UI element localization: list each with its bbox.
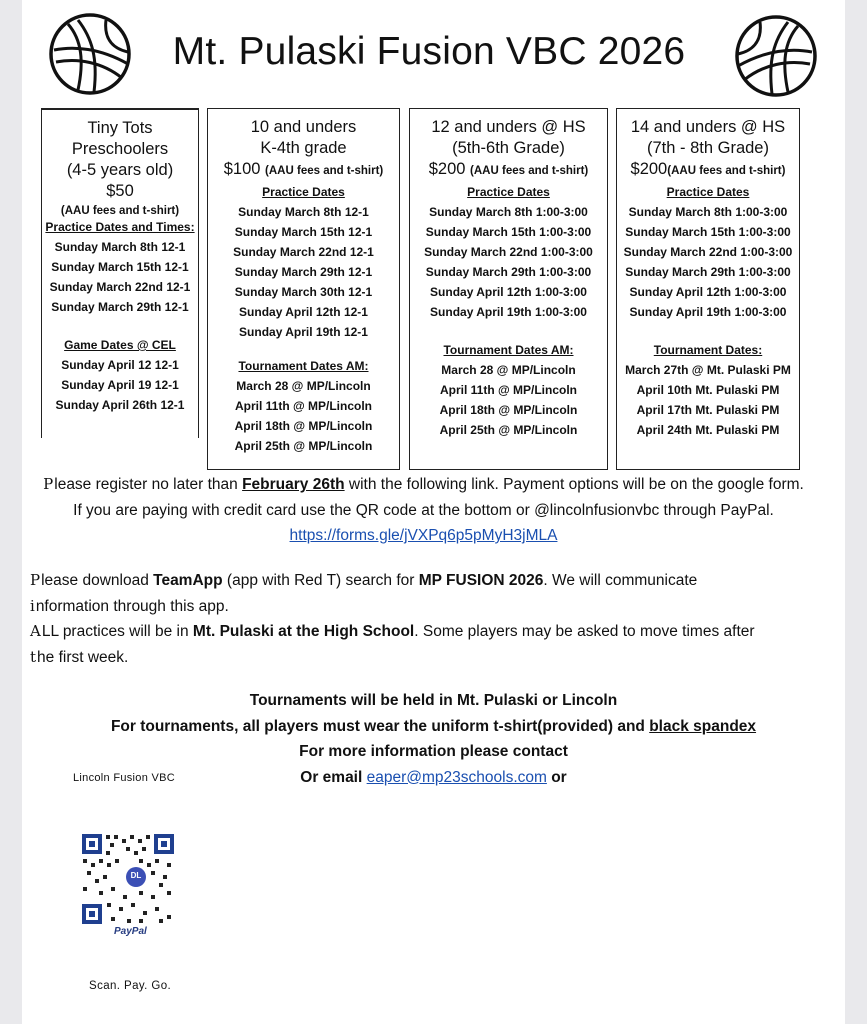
tournament-header: Tournament Dates AM: — [238, 359, 369, 373]
app-paragraph: Please download TeamApp (app with Red T) search for MP FUSION 2026. We will communicate information through this app. ALL practices will be in Mt. Pulaski at the High School. Some players may be asked to move times after the first week. — [30, 571, 755, 666]
list-item: Sunday March 15th 1:00-3:00 — [625, 225, 791, 239]
fees-note: (AAU fees and t-shirt) — [265, 165, 384, 177]
info-line: Tournaments will be held in Mt. Pulaski or Lincoln — [249, 692, 618, 709]
fees-note: (AAU fees and t-shirt) — [470, 165, 589, 177]
list-item: March 28 @ MP/Lincoln — [236, 379, 371, 393]
practice-location: Mt. Pulaski at the High School — [192, 623, 415, 640]
list-item: March 27th @ Mt. Pulaski PM — [625, 363, 791, 377]
list-item: Sunday March 8th 1:00-3:00 — [429, 205, 588, 219]
tournament-header: Tournament Dates AM: — [443, 343, 574, 357]
list-item: Sunday April 19 12-1 — [61, 378, 179, 392]
qr-badge: DL — [130, 871, 142, 880]
practice-header: Practice Dates — [262, 185, 345, 199]
volleyball-icon — [48, 12, 132, 96]
price: $200 — [630, 160, 668, 178]
list-item: Sunday April 12th 1:00-3:00 — [430, 285, 587, 299]
list-item: April 24th Mt. Pulaski PM — [636, 423, 780, 437]
age-range: (4-5 years old) — [66, 161, 174, 179]
list-item: Sunday March 29th 1:00-3:00 — [425, 265, 592, 279]
list-item: Sunday March 22nd 1:00-3:00 — [424, 245, 593, 259]
column-heading: Tiny Tots — [87, 119, 153, 137]
list-item: April 11th @ MP/Lincoln — [439, 383, 578, 397]
deadline: February 26th — [242, 476, 345, 493]
list-item: Sunday April 12 12-1 — [61, 358, 179, 372]
handwritten-mark: t — [30, 647, 37, 666]
list-item: Sunday April 26th 12-1 — [55, 398, 185, 412]
tiny-tots-column — [41, 108, 199, 438]
spandex-note: black spandex — [649, 717, 757, 735]
list-item: April 10th Mt. Pulaski PM — [636, 383, 780, 397]
info-line: For tournaments, all players must wear the uniform t-shirt(provided) and black spandex — [110, 717, 757, 735]
paypal-logo: PayPal — [114, 926, 147, 937]
list-item: April 18th @ MP/Lincoln — [234, 419, 373, 433]
search-term: MP FUSION 2026 — [418, 572, 544, 589]
list-item: Sunday April 19th 1:00-3:00 — [430, 305, 587, 319]
fees-note: (AAU fees and t-shirt) — [60, 205, 180, 217]
handwritten-mark: P — [43, 475, 54, 493]
info-line: For more information please contact — [299, 743, 568, 760]
info-line: Or email eaper@mp23schools.com or — [300, 768, 567, 786]
list-item: Sunday April 19th 12-1 — [239, 325, 368, 339]
fees-note: (AAU fees and t-shirt) — [667, 165, 786, 177]
list-item: Sunday March 8th 12-1 — [54, 240, 186, 254]
column-subheading: K-4th grade — [260, 139, 347, 157]
list-item: Sunday March 8th 12-1 — [238, 205, 369, 219]
list-item: Sunday March 15th 12-1 — [234, 225, 373, 239]
u14-column — [616, 108, 800, 470]
list-item: Sunday April 12th 1:00-3:00 — [629, 285, 787, 299]
column-subheading: (5th-6th Grade) — [452, 139, 565, 157]
list-item: Sunday April 19th 1:00-3:00 — [629, 305, 787, 319]
column-heading: 12 and unders @ HS — [431, 118, 586, 136]
practice-header: Practice Dates and Times: — [45, 220, 195, 234]
app-name: TeamApp — [153, 572, 223, 589]
list-item: April 11th @ MP/Lincoln — [234, 399, 373, 413]
list-item: April 25th @ MP/Lincoln — [234, 439, 373, 453]
list-item: April 25th @ MP/Lincoln — [439, 423, 578, 437]
handwritten-mark: i — [30, 596, 35, 615]
tagline: Scan. Pay. Go. — [89, 980, 172, 992]
registration-link[interactable]: https://forms.gle/jVXPq6p5pMyH3jMLA — [289, 527, 558, 544]
page-title: Mt. Pulaski Fusion VBC 2026 — [172, 30, 686, 73]
price: $50 — [106, 182, 134, 200]
list-item: Sunday March 29th 1:00-3:00 — [625, 265, 791, 279]
list-item: Sunday April 12th 12-1 — [239, 305, 368, 319]
column-heading: 10 and unders — [250, 118, 357, 136]
practice-header: Practice Dates — [666, 185, 750, 199]
price: $200 — [428, 160, 466, 178]
u12-column — [409, 108, 608, 470]
u10-column — [207, 108, 400, 470]
list-item: Sunday March 30th 12-1 — [234, 285, 373, 299]
list-item: Sunday March 15th 1:00-3:00 — [425, 225, 592, 239]
handwritten-mark: A — [30, 622, 41, 640]
tournament-header: Tournament Dates: — [653, 343, 763, 357]
column-heading: 14 and unders @ HS — [630, 118, 786, 136]
list-item: April 18th @ MP/Lincoln — [439, 403, 578, 417]
email-link[interactable]: eaper@mp23schools.com — [366, 768, 547, 786]
column-subheading: (7th - 8th Grade) — [647, 139, 769, 157]
practice-header: Practice Dates — [467, 185, 550, 199]
list-item: April 17th Mt. Pulaski PM — [636, 403, 780, 417]
registration-paragraph: Please register no later than February 26th with the following link. Payment options will be on the google form. If you are paying with credit card use the QR code at the bottom or @lincolnfusionvbc through PayPal. https://forms.gle/jVXPq6p5pMyH3jMLA — [43, 475, 804, 544]
list-item: Sunday March 22nd 12-1 — [49, 280, 191, 294]
game-header: Game Dates @ CEL — [64, 338, 176, 352]
list-item: Sunday March 15th 12-1 — [51, 260, 189, 274]
list-item: Sunday March 29th 12-1 — [51, 300, 189, 314]
volleyball-icon — [734, 14, 818, 98]
org-name: Lincoln Fusion VBC — [73, 772, 176, 784]
list-item: March 28 @ MP/Lincoln — [441, 363, 576, 377]
list-item: Sunday March 22nd 12-1 — [233, 245, 374, 259]
list-item: Sunday March 8th 1:00-3:00 — [628, 205, 788, 219]
column-subheading: Preschoolers — [71, 140, 169, 158]
list-item: Sunday March 29th 12-1 — [234, 265, 373, 279]
handwritten-mark: P — [30, 571, 41, 589]
price: $100 — [223, 160, 261, 178]
list-item: Sunday March 22nd 1:00-3:00 — [623, 245, 793, 259]
